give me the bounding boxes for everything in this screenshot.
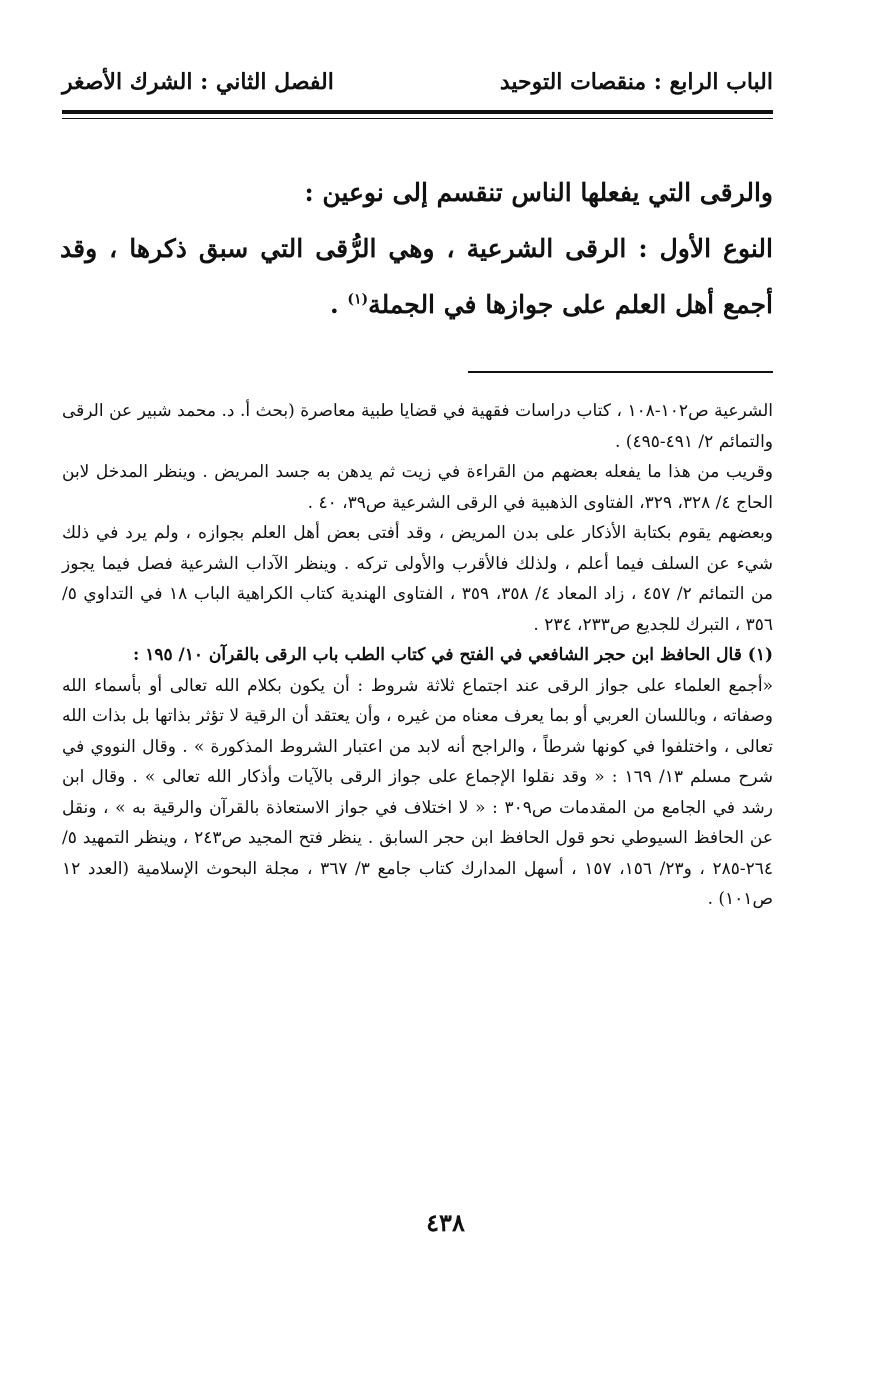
footnotes [62, 396, 773, 915]
main-text [60, 165, 773, 333]
header-rule-thick [62, 110, 773, 114]
section-title: الفصل الثاني : الشرك الأصغر [62, 69, 334, 95]
running-header [62, 62, 773, 102]
footnote-reference: (١) [347, 291, 369, 308]
intro-paragraph: والرقى التي يفعلها الناس تنقسم إلى نوعين : [304, 178, 773, 207]
type-one-paragraph [60, 221, 773, 333]
footnote-continuation: الشرعية ص١٠٢-١٠٨ ، كتاب دراسات فقهية في قضايا طبية معاصرة (بحث أ. د. محمد شبير عن الرقى والتمائم ٢/ ٤٩١-٤٩٥) . [62, 401, 773, 452]
chapter-title: الباب الرابع : منقصات التوحيد [499, 69, 773, 95]
footnote-continuation: وبعضهم يقوم بكتابة الأذكار على بدن المريض ، وقد أفتى بعض أهل العلم بجوازه ، ولم يرد في ذلك شيء عن السلف فيما أعلم ، ولذلك فالأقرب والأولى تركه . وينظر الآداب الشرعية فصل فيما يجوز من التمائم ٢/ ٤٥٧ ، زاد المعاد ٤/ ٣٥٨، ٣٥٩ ، الفتاوى الهندية كتاب الكراهية الباب ١٨ في التداوي ٥/ ٣٥٦ ، التبرك للجديع ص٢٣٣، ٢٣٤ . [62, 523, 774, 635]
footnote-one-title: (١) قال الحافظ ابن حجر الشافعي في الفتح في كتاب الطب باب الرقى بالقرآن ١٠/ ١٩٥ : [132, 645, 773, 665]
type-one-text: النوع الأول : الرقى الشرعية ، وهي الرُّقى التي سبق ذكرها ، وقد أجمع أهل العلم على جوازها في الجملة [60, 234, 773, 319]
page-number: ٤٣٨ [426, 1208, 465, 1237]
header-rule-thin [62, 118, 773, 119]
footnote-continuation: وقريب من هذا ما يفعله بعضهم من القراءة في زيت ثم يدهن به جسد المريض . وينظر المدخل لابن الحاج ٤/ ٣٢٨، ٣٢٩، الفتاوى الذهبية في الرقى الشرعية ص٣٩، ٤٠ . [62, 462, 773, 513]
footnote-one-body: «أجمع العلماء على جواز الرقى عند اجتماع ثلاثة شروط : أن يكون بكلام الله تعالى أو بأسماء الله وصفاته ، وباللسان العربي أو بما يعرف معناه من غيره ، وأن يعتقد أن الرقية لا تؤثر بذاتها بل بذات الله تعالى ، واختلفوا في كونها شرطاً ، والراجح أنه لابد من اعتبار الشروط المذكورة » . وقال النووي في شرح مسلم ١٣/ ١٦٩ : « وقد نقلوا الإجماع على جواز الرقى بالآيات وأذكار الله تعالى » . وقال ابن رشد في الجامع من المقدمات ص٣٠٩ : « لا اختلاف في جواز الاستعاذة بالقرآن والرقية به » ، ونقل عن الحافظ السيوطي نحو قول الحافظ ابن حجر السابق . ينظر فتح المجيد ص٢٤٣ ، وينظر التمهيد ٥/ ٢٦٤-٢٨٥ ، و٢٣/ ١٥٦، ١٥٧ ، أسهل المدارك كتاب جامع ٣/ ٣٦٧ ، مجلة البحوث الإسلامية (العدد ١٢ ص١٠١) . [62, 675, 774, 909]
type-one-end: . [329, 290, 348, 319]
footnote-separator [468, 371, 773, 373]
